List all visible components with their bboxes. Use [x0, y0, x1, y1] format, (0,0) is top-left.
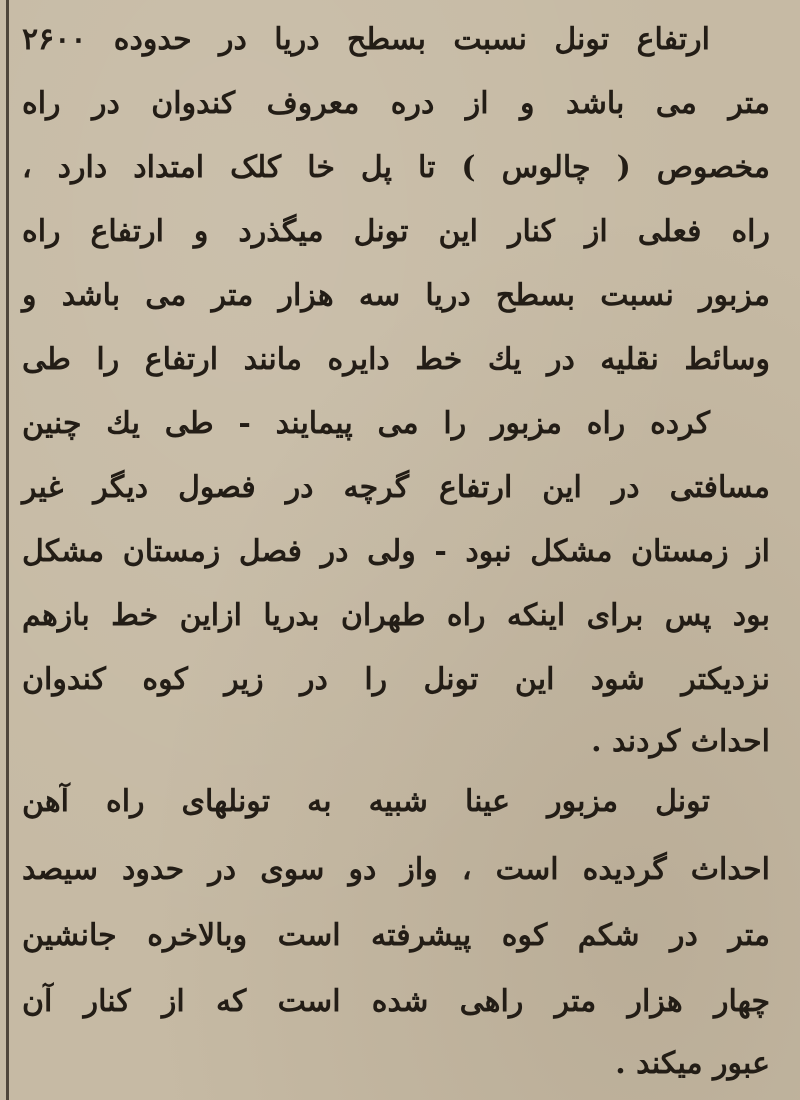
text-line: ارتفاع تونل نسبت بسطح دریا در حدوده ۲۶۰۰	[22, 22, 710, 57]
text-line: از زمستان مشکل نبود - ولی در فصل زمستان مشکل	[22, 534, 770, 569]
text-line: مزبور نسبت بسطح دریا سه هزار متر می باشد و	[22, 278, 770, 313]
text-line: بود پس برای اینکه راه طهران بدریا ازاین خط بازهم	[22, 598, 770, 633]
text-line: مخصوص ( چالوس ) تا پل خا کلک امتداد دارد ،	[22, 150, 770, 185]
text-line: مسافتی در این ارتفاع گرچه در فصول دیگر غیر	[22, 470, 770, 505]
text-line: احداث گردیده است ، واز دو سوی در حدود سیصد	[22, 852, 770, 887]
text-line: متر می باشد و از دره معروف کندوان در راه	[22, 86, 770, 121]
text-line: نزدیکتر شود این تونل را در زیر کوه کندوان	[22, 662, 770, 697]
text-line: تونل مزبور عینا شبیه به تونلهای راه آهن	[22, 784, 710, 819]
text-line: متر در شکم کوه پیشرفته است وبالاخره جانشین	[22, 918, 770, 953]
article-body	[22, 0, 770, 1100]
text-line: وسائط نقلیه در یك خط دایره مانند ارتفاع را طی	[22, 342, 770, 377]
text-line: چهار هزار متر راهی شده است که از کنار آن	[22, 984, 770, 1019]
text-line: عبور میکند .	[615, 1046, 770, 1081]
text-line: احداث کردند .	[591, 724, 770, 759]
text-line: کرده راه مزبور را می پیمایند - طی یك چنین	[22, 406, 710, 441]
text-line: راه فعلی از کنار این تونل میگذرد و ارتفاع راه	[22, 214, 770, 249]
column-rule	[6, 0, 9, 1100]
